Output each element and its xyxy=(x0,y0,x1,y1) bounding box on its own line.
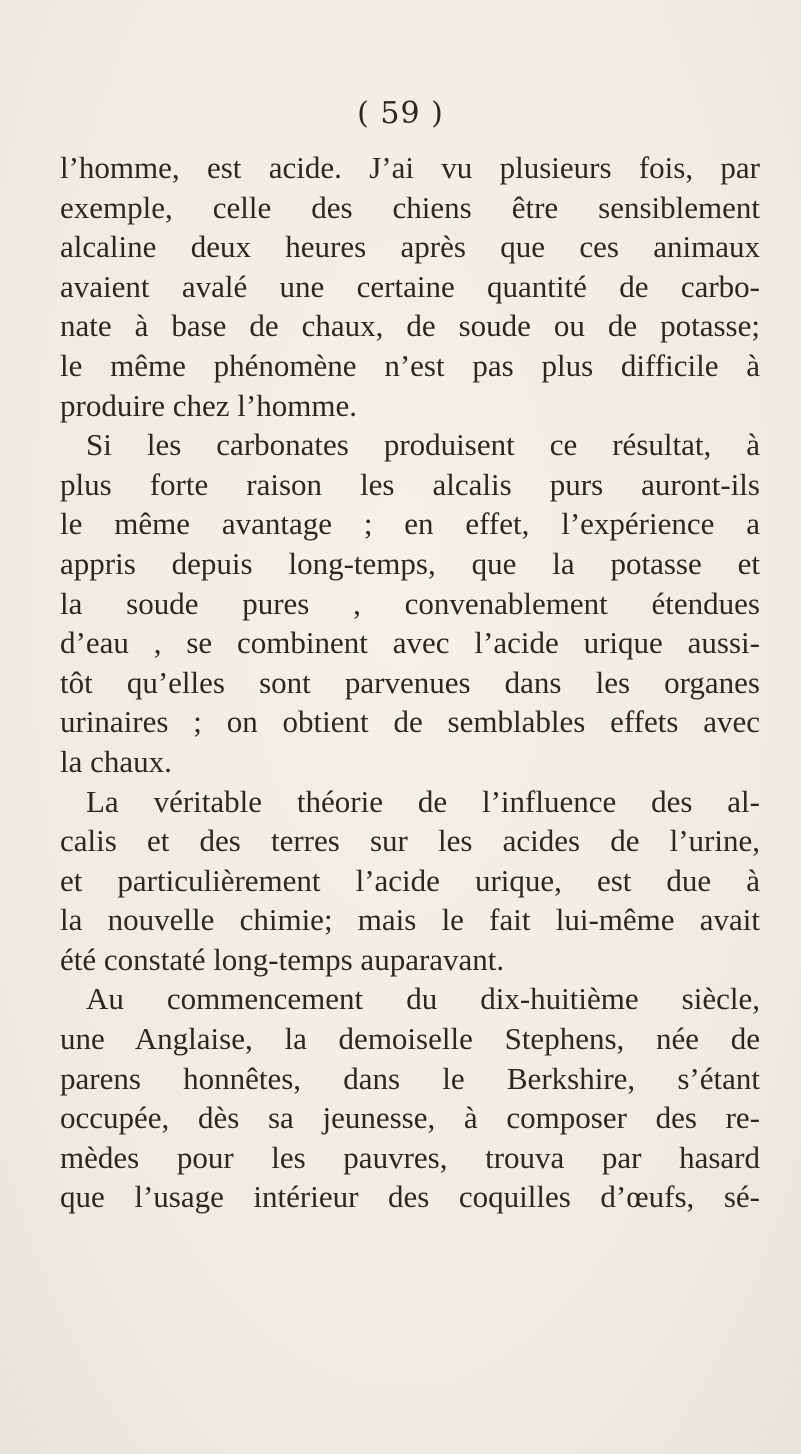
text-line: appris depuis long-temps, que la potasse et xyxy=(60,545,760,581)
text-line: alcaline deux heures après que ces animaux xyxy=(60,229,760,265)
text-line: été constaté long-temps auparavant. xyxy=(60,941,505,977)
text-line: l’homme, est acide. J’ai vu plusieurs fois, par xyxy=(60,150,760,185)
text-line: le même phénomène n’est pas plus difficile à xyxy=(60,347,760,383)
text-line: La véritable théorie de l’influence des al- xyxy=(86,783,760,819)
body-text xyxy=(60,148,760,1217)
text-line: la soude pures , convenablement étendues xyxy=(60,585,760,621)
text-line: occupée, dès sa jeunesse, à composer des re- xyxy=(60,1100,760,1136)
text-line: produire chez l’homme. xyxy=(60,387,357,423)
paragraph-4 xyxy=(60,979,760,1217)
text-line: mèdes pour les pauvres, trouva par hasard xyxy=(60,1139,760,1175)
text-line: calis et des terres sur les acides de l’urine, xyxy=(60,823,760,859)
page-number: ( 59 ) xyxy=(357,96,444,131)
text-line: la chaux. xyxy=(60,743,172,779)
paragraph-2 xyxy=(60,425,760,781)
text-line: tôt qu’elles sont parvenues dans les organes xyxy=(60,664,760,700)
text-line: d’eau , se combinent avec l’acide urique aussi- xyxy=(60,625,760,661)
text-line: parens honnêtes, dans le Berkshire, s’étant xyxy=(60,1060,760,1096)
text-line: que l’usage intérieur des coquilles d’œufs, sé- xyxy=(60,1179,760,1215)
text-line: la nouvelle chimie; mais le fait lui-même avait xyxy=(60,902,760,938)
paragraph-1 xyxy=(60,148,760,425)
text-line: nate à base de chaux, de soude ou de potasse; xyxy=(60,308,760,344)
paragraph-3 xyxy=(60,782,760,980)
text-line: avaient avalé une certaine quantité de carbo- xyxy=(60,268,760,304)
text-line: une Anglaise, la demoiselle Stephens, née de xyxy=(60,1021,760,1057)
text-line: plus forte raison les alcalis purs auront-ils xyxy=(60,466,760,502)
text-line: Au commencement du dix-huitième siècle, xyxy=(86,981,760,1017)
text-line: Si les carbonates produisent ce résultat, à xyxy=(86,427,760,463)
text-line: et particulièrement l’acide urique, est due à xyxy=(60,862,760,898)
text-line: urinaires ; on obtient de semblables effets avec xyxy=(60,704,760,740)
text-line: le même avantage ; en effet, l’expérience a xyxy=(60,506,760,542)
text-line: exemple, celle des chiens être sensiblement xyxy=(60,189,760,225)
